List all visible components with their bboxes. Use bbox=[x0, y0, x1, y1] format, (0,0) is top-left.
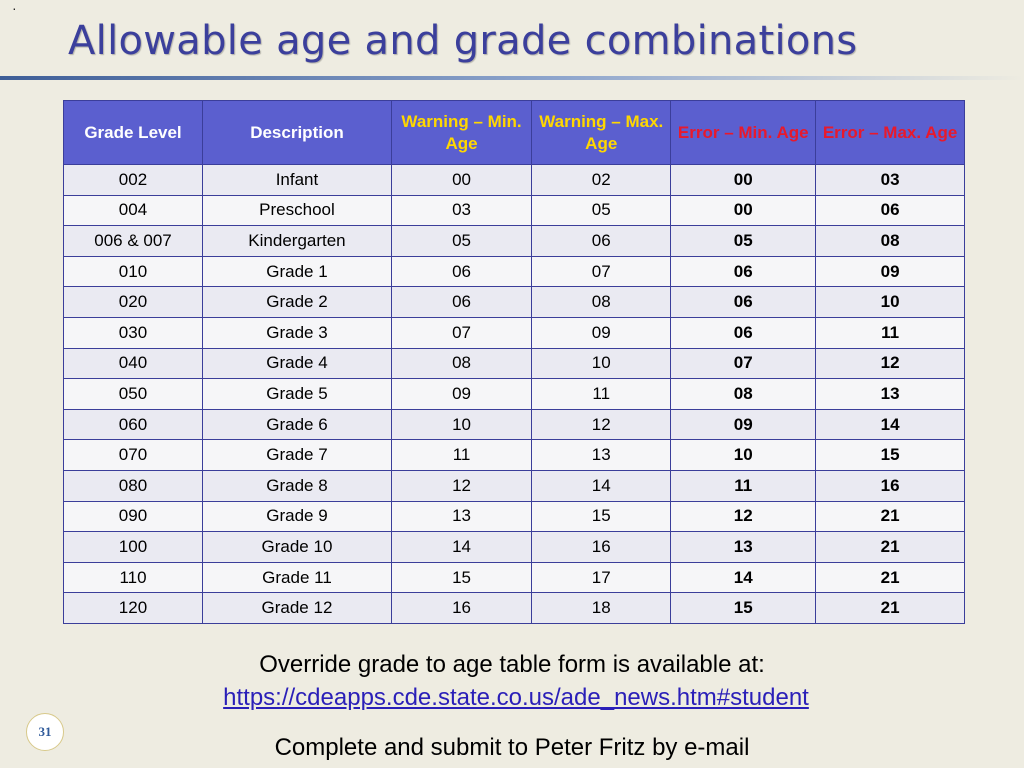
warning-min-cell: 15 bbox=[391, 562, 531, 593]
description-cell: Preschool bbox=[202, 195, 391, 226]
header-warning-max-age: Warning – Max. Age bbox=[532, 101, 671, 165]
warning-max-cell: 13 bbox=[532, 440, 671, 471]
error-max-cell: 11 bbox=[816, 317, 965, 348]
warning-max-cell: 05 bbox=[532, 195, 671, 226]
table-row bbox=[64, 348, 965, 379]
warning-max-cell: 02 bbox=[532, 165, 671, 196]
grade-level-cell: 070 bbox=[64, 440, 203, 471]
description-cell: Grade 12 bbox=[202, 593, 391, 624]
description-cell: Grade 1 bbox=[202, 256, 391, 287]
warning-max-cell: 09 bbox=[532, 317, 671, 348]
warning-min-cell: 16 bbox=[391, 593, 531, 624]
warning-min-cell: 03 bbox=[391, 195, 531, 226]
warning-max-cell: 18 bbox=[532, 593, 671, 624]
warning-max-cell: 07 bbox=[532, 256, 671, 287]
error-min-cell: 15 bbox=[671, 593, 816, 624]
description-cell: Grade 3 bbox=[202, 317, 391, 348]
header-warning-min-age: Warning – Min. Age bbox=[391, 101, 531, 165]
warning-max-cell: 06 bbox=[532, 226, 671, 257]
table-row bbox=[64, 317, 965, 348]
grade-level-cell: 100 bbox=[64, 532, 203, 563]
grade-level-cell: 040 bbox=[64, 348, 203, 379]
warning-min-cell: 00 bbox=[391, 165, 531, 196]
warning-min-cell: 05 bbox=[391, 226, 531, 257]
error-max-cell: 03 bbox=[816, 165, 965, 196]
table-row bbox=[64, 532, 965, 563]
grade-level-cell: 004 bbox=[64, 195, 203, 226]
override-form-link[interactable]: https://cdeapps.cde.state.co.us/ade_news.htm#student bbox=[223, 684, 809, 711]
grade-level-cell: 090 bbox=[64, 501, 203, 532]
grade-level-cell: 030 bbox=[64, 317, 203, 348]
grade-level-cell: 050 bbox=[64, 379, 203, 410]
error-min-cell: 06 bbox=[671, 256, 816, 287]
error-max-cell: 06 bbox=[816, 195, 965, 226]
table-row bbox=[64, 379, 965, 410]
table-row bbox=[64, 501, 965, 532]
warning-min-cell: 10 bbox=[391, 409, 531, 440]
error-max-cell: 13 bbox=[816, 379, 965, 410]
grade-level-cell: 020 bbox=[64, 287, 203, 318]
error-min-cell: 11 bbox=[671, 470, 816, 501]
error-max-cell: 08 bbox=[816, 226, 965, 257]
error-min-cell: 05 bbox=[671, 226, 816, 257]
warning-max-cell: 14 bbox=[532, 470, 671, 501]
description-cell: Grade 10 bbox=[202, 532, 391, 563]
grade-level-cell: 120 bbox=[64, 593, 203, 624]
warning-min-cell: 14 bbox=[391, 532, 531, 563]
description-cell: Grade 11 bbox=[202, 562, 391, 593]
error-max-cell: 21 bbox=[816, 593, 965, 624]
error-min-cell: 00 bbox=[671, 165, 816, 196]
grade-level-cell: 060 bbox=[64, 409, 203, 440]
warning-min-cell: 11 bbox=[391, 440, 531, 471]
header-grade-level: Grade Level bbox=[64, 101, 203, 165]
table-row bbox=[64, 440, 965, 471]
warning-min-cell: 09 bbox=[391, 379, 531, 410]
warning-min-cell: 07 bbox=[391, 317, 531, 348]
error-min-cell: 13 bbox=[671, 532, 816, 563]
error-max-cell: 12 bbox=[816, 348, 965, 379]
table-row bbox=[64, 409, 965, 440]
warning-max-cell: 10 bbox=[532, 348, 671, 379]
warning-max-cell: 12 bbox=[532, 409, 671, 440]
table-row bbox=[64, 256, 965, 287]
error-max-cell: 21 bbox=[816, 562, 965, 593]
description-cell: Grade 6 bbox=[202, 409, 391, 440]
table-row bbox=[64, 165, 965, 196]
error-min-cell: 06 bbox=[671, 287, 816, 318]
description-cell: Grade 8 bbox=[202, 470, 391, 501]
warning-min-cell: 06 bbox=[391, 287, 531, 318]
description-cell: Grade 9 bbox=[202, 501, 391, 532]
error-min-cell: 09 bbox=[671, 409, 816, 440]
warning-max-cell: 17 bbox=[532, 562, 671, 593]
table-row bbox=[64, 562, 965, 593]
error-max-cell: 21 bbox=[816, 532, 965, 563]
description-cell: Grade 2 bbox=[202, 287, 391, 318]
slide-title: Allowable age and grade combinations bbox=[68, 18, 858, 64]
error-min-cell: 08 bbox=[671, 379, 816, 410]
description-cell: Kindergarten bbox=[202, 226, 391, 257]
table-row bbox=[64, 226, 965, 257]
grade-level-cell: 006 & 007 bbox=[64, 226, 203, 257]
warning-max-cell: 16 bbox=[532, 532, 671, 563]
warning-min-cell: 08 bbox=[391, 348, 531, 379]
table-row bbox=[64, 470, 965, 501]
error-max-cell: 15 bbox=[816, 440, 965, 471]
table-row bbox=[64, 287, 965, 318]
description-cell: Infant bbox=[202, 165, 391, 196]
description-cell: Grade 7 bbox=[202, 440, 391, 471]
submit-instructions: Complete and submit to Peter Fritz by e-mail bbox=[274, 734, 750, 761]
error-min-cell: 12 bbox=[671, 501, 816, 532]
error-min-cell: 06 bbox=[671, 317, 816, 348]
grade-level-cell: 010 bbox=[64, 256, 203, 287]
error-min-cell: 10 bbox=[671, 440, 816, 471]
error-max-cell: 14 bbox=[816, 409, 965, 440]
error-min-cell: 07 bbox=[671, 348, 816, 379]
warning-max-cell: 11 bbox=[532, 379, 671, 410]
header-error-max-age: Error – Max. Age bbox=[816, 101, 965, 165]
error-max-cell: 21 bbox=[816, 501, 965, 532]
warning-min-cell: 13 bbox=[391, 501, 531, 532]
header-error-min-age: Error – Min. Age bbox=[671, 101, 816, 165]
description-cell: Grade 4 bbox=[202, 348, 391, 379]
grade-level-cell: 002 bbox=[64, 165, 203, 196]
error-min-cell: 00 bbox=[671, 195, 816, 226]
bullet-dot: · bbox=[12, 0, 17, 16]
grade-level-cell: 080 bbox=[64, 470, 203, 501]
header-description: Description bbox=[202, 101, 391, 165]
title-divider bbox=[0, 76, 1024, 80]
table-row bbox=[64, 593, 965, 624]
override-note: Override grade to age table form is available at: bbox=[259, 651, 765, 678]
warning-min-cell: 12 bbox=[391, 470, 531, 501]
description-cell: Grade 5 bbox=[202, 379, 391, 410]
table-row bbox=[64, 195, 965, 226]
error-max-cell: 16 bbox=[816, 470, 965, 501]
warning-min-cell: 06 bbox=[391, 256, 531, 287]
grade-level-cell: 110 bbox=[64, 562, 203, 593]
error-max-cell: 10 bbox=[816, 287, 965, 318]
table-header-row bbox=[64, 101, 965, 165]
error-max-cell: 09 bbox=[816, 256, 965, 287]
page-number-badge: 31 bbox=[26, 713, 64, 751]
age-grade-table bbox=[63, 100, 965, 624]
warning-max-cell: 15 bbox=[532, 501, 671, 532]
error-min-cell: 14 bbox=[671, 562, 816, 593]
warning-max-cell: 08 bbox=[532, 287, 671, 318]
